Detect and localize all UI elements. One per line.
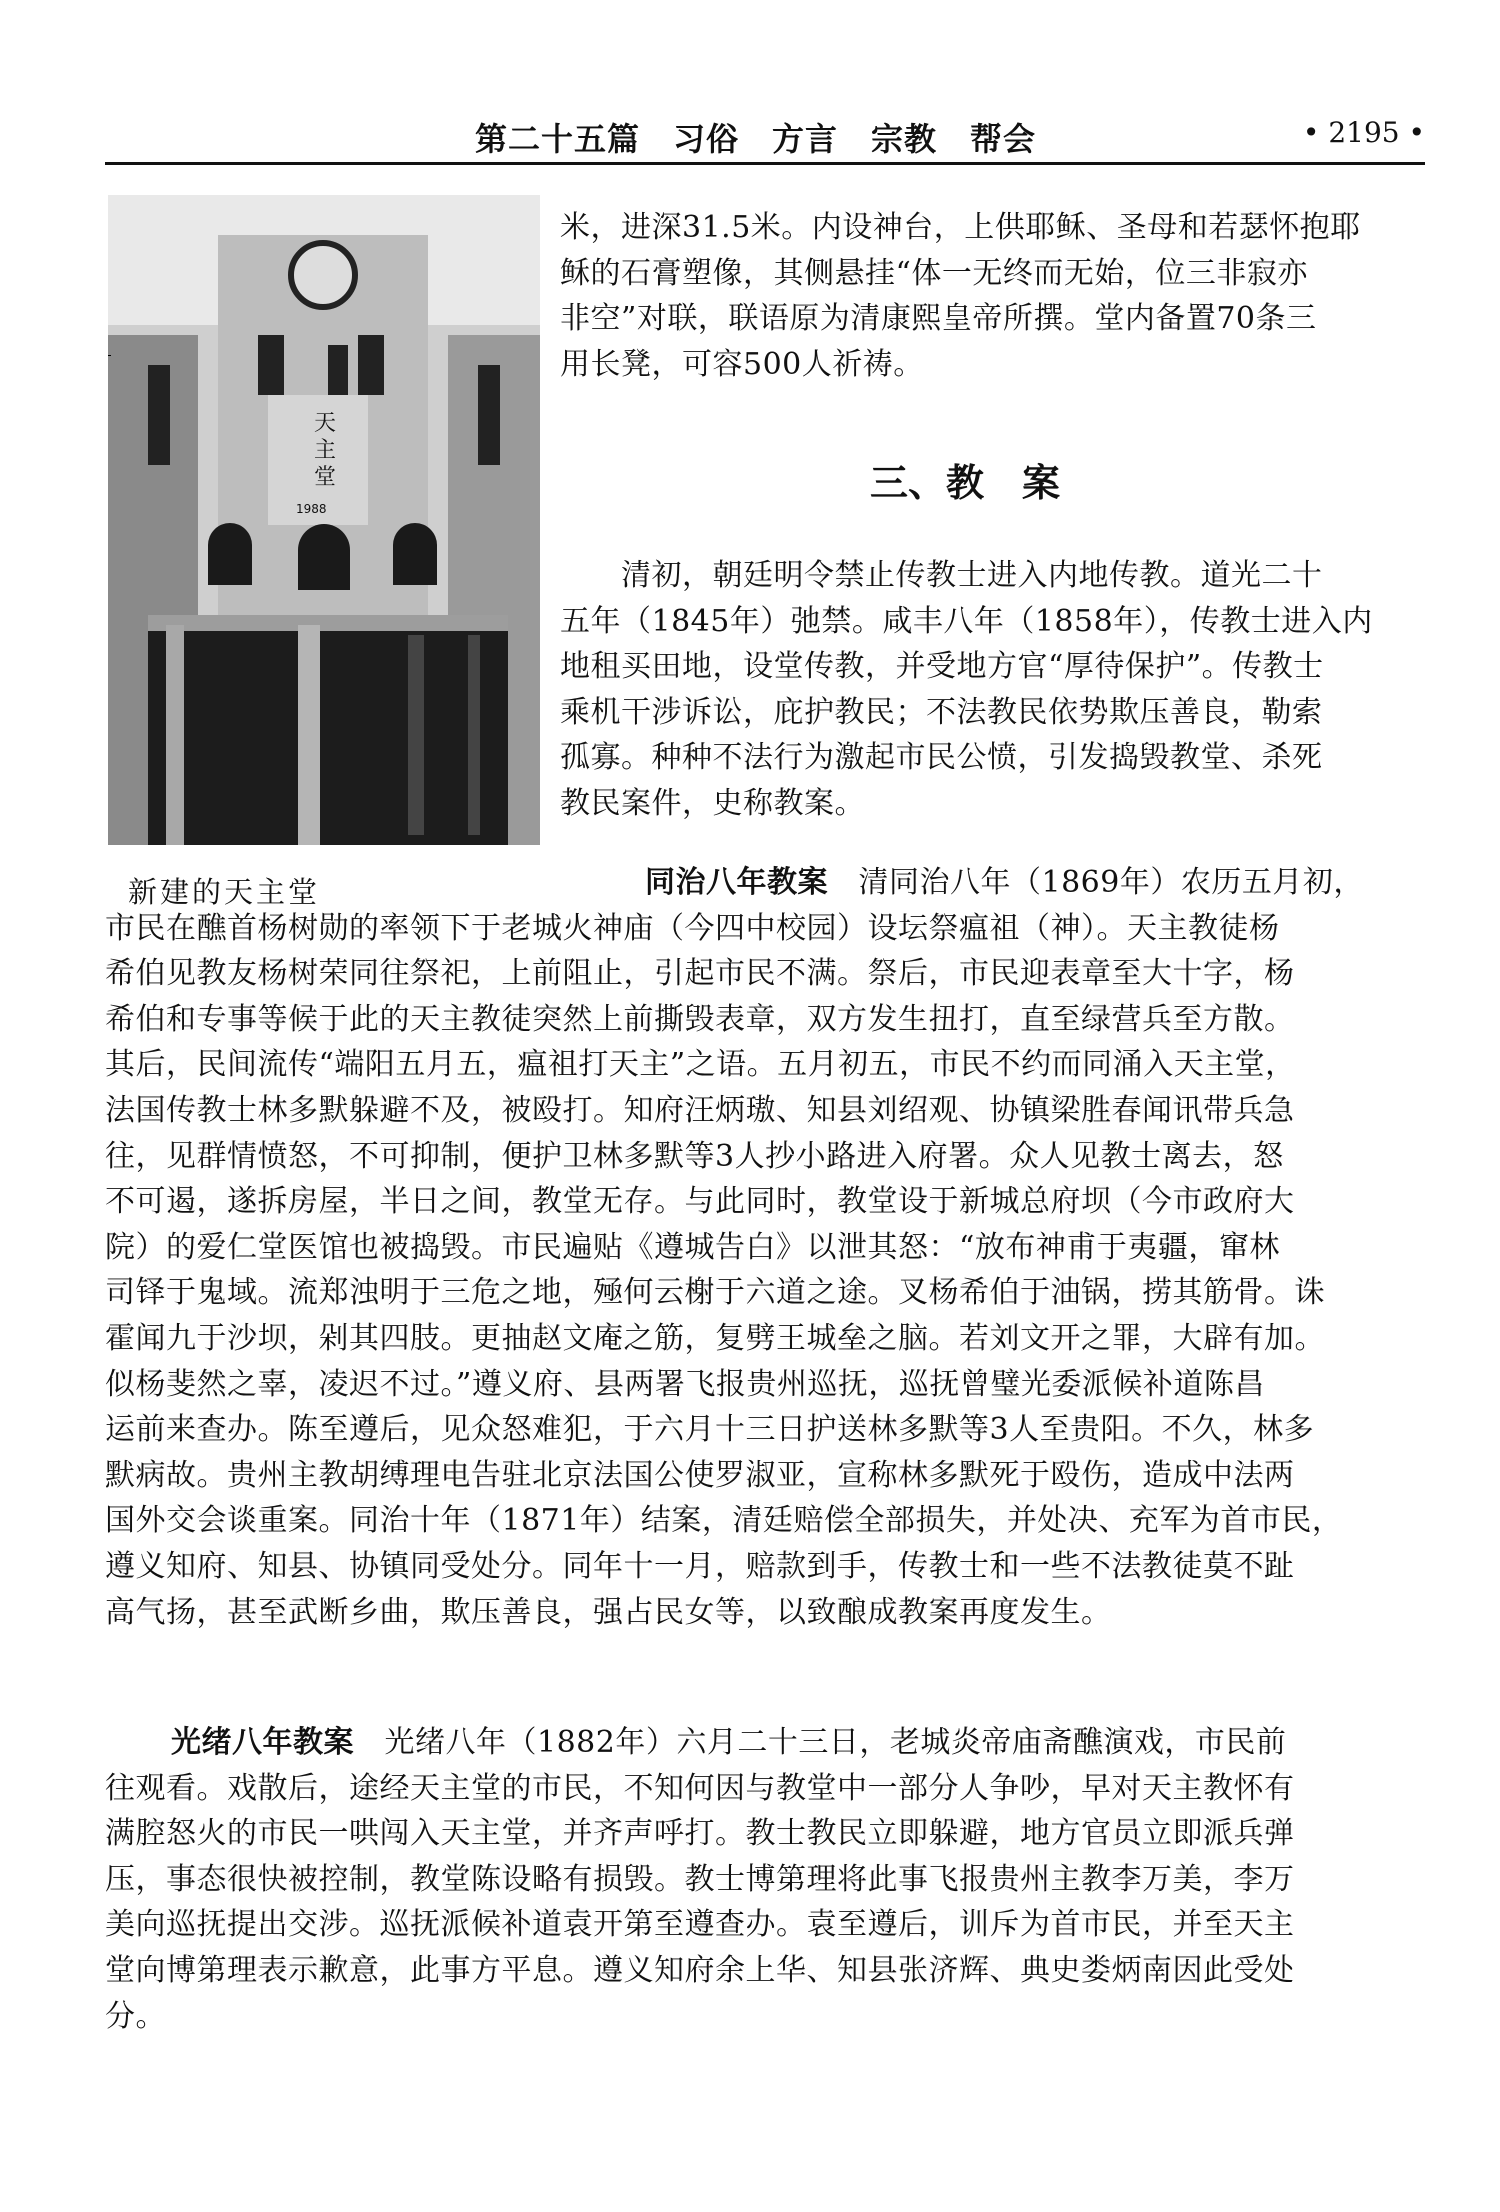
text-line: 司铎于鬼域。流郑浊明于三危之地，殛何云榭于六道之途。叉杨希伯于油锅，捞其筋骨。诛 — [105, 1275, 1325, 1311]
header-rule — [105, 162, 1425, 165]
text-line: 希伯见教友杨树荣同往祭祀，上前阻止，引起市民不满。祭后，市民迎表章至大十字，杨 — [105, 956, 1295, 992]
text-line: 稣的石膏塑像，其侧悬挂“体一无终而无始，位三非寂亦 — [560, 255, 1308, 291]
figure-caption: 新建的天主堂 — [128, 875, 321, 909]
text-line: 不可遏，遂拆房屋，半日之间，教堂无存。与此同时，教堂设于新城总府坝（今市政府大 — [105, 1184, 1295, 1220]
text-line: 孤寡。种种不法行为激起市民公愤，引发捣毁教堂、杀死 — [560, 740, 1323, 776]
case2-paragraph — [105, 1720, 1428, 2039]
text-line: 地租买田地，设堂传教，并受地方官“厚待保护”。传教士 — [560, 649, 1324, 685]
text-line: 市民在醮首杨树勋的率领下于老城火神庙（今四中校园）设坛祭瘟祖（神）。天主教徒杨 — [105, 910, 1280, 946]
page-header — [105, 112, 1425, 162]
text-line: 用长凳，可容500人祈祷。 — [560, 346, 924, 382]
text-line: 乘机干涉诉讼，庇护教民；不法教民依势欺压善良，勒索 — [560, 694, 1323, 730]
section-title: 三、教 案 — [870, 461, 1061, 505]
intro-paragraph — [560, 205, 1428, 387]
text-line: 运前来查办。陈至遵后，见众怒难犯，于六月十三日护送林多默等3人至贵阳。不久，林多 — [105, 1412, 1315, 1448]
case1-heading: 同治八年教案 — [645, 865, 828, 900]
page-number: • 2195 • — [1302, 116, 1425, 149]
text-line: 法国传教士林多默躲避不及，被殴打。知府汪炳璈、知县刘绍观、协镇梁胜春闻讯带兵急 — [105, 1092, 1295, 1128]
text-line: 国外交会谈重案。同治十年（1871年）结案，清廷赔偿全部损失，并处决、充军为首市民， — [105, 1503, 1343, 1539]
sign-char-1: 天 — [314, 411, 337, 436]
svg-text:堂: 堂 — [314, 465, 337, 490]
svg-text:主: 主 — [314, 438, 337, 463]
text-line: 清初，朝廷明令禁止传教士进入内地传教。道光二十 — [560, 558, 1323, 593]
text-line: 五年（1845年）弛禁。咸丰八年（1858年），传教士进入内 — [560, 603, 1373, 639]
sign-year: 1988 — [296, 502, 327, 516]
text-line: 往观看。戏散后，途经天主堂的市民，不知何因与教堂中一部分人争吵，早对天主教怀有 — [105, 1770, 1295, 1806]
text-line: 高气扬，甚至武断乡曲，欺压善良，强占民女等，以致酿成教案再度发生。 — [105, 1594, 1112, 1630]
text-line: 压，事态很快被控制，教堂陈设略有损毁。教士博第理将此事飞报贵州主教李万美，李万 — [105, 1861, 1295, 1897]
text-line: 分。 — [105, 1998, 166, 2034]
text-line: 遵义知府、知县、协镇同受处分。同年十一月，赔款到手，传教士和一些不法教徒莫不趾 — [105, 1548, 1295, 1584]
case2-first-line: 光绪八年（1882年）六月二十三日，老城炎帝庙斋醮演戏，市民前 — [354, 1725, 1287, 1760]
text-line: 往，见群情愤怒，不可抑制，便护卫林多默等3人抄小路进入府署。众人见教士离去，怒 — [105, 1138, 1284, 1174]
text-line: 似杨斐然之辜，凌迟不过。”遵义府、县两署飞报贵州巡抚，巡抚曾璧光委派候补道陈昌 — [105, 1366, 1265, 1402]
church-photo — [108, 195, 540, 845]
text-line: 霍闻九于沙坝，剁其四肢。更抽赵文庵之筋，复劈王城垒之脑。若刘文开之罪，大辟有加。 — [105, 1320, 1325, 1356]
text-line: 希伯和专事等候于此的天主教徒突然上前撕毁表章，双方发生扭打，直至绿营兵至方散。 — [105, 1001, 1295, 1037]
text-line: 其后，民间流传“端阳五月五，瘟祖打天主”之语。五月初五，市民不约而同涌入天主堂， — [105, 1047, 1296, 1083]
church-photo-figure — [108, 195, 540, 845]
text-line: 默病故。贵州主教胡缚理电告驻北京法国公使罗淑亚，宣称林多默死于殴伤，造成中法两 — [105, 1457, 1295, 1493]
case1-first-line: 清同治八年（1869年）农历五月初， — [828, 865, 1364, 900]
text-line: 满腔怒火的市民一哄闯入天主堂，并齐声呼打。教士教民立即躲避，地方官员立即派兵弹 — [105, 1816, 1295, 1852]
text-line: 美向巡抚提出交涉。巡抚派候补道袁开第至遵查办。袁至遵后，训斥为首市民，并至天主 — [105, 1907, 1295, 1943]
text-line: 堂向博第理表示歉意，此事方平息。遵义知府余上华、知县张济辉、典史娄炳南因此受处 — [105, 1952, 1295, 1988]
case1-paragraph — [105, 860, 1428, 1635]
text-line: 院）的爱仁堂医馆也被捣毁。市民遍贴《遵城告白》以泄其怒：“放布神甫于夷疆，窜林 — [105, 1229, 1280, 1265]
text-line: 米，进深31.5米。内设神台，上供耶稣、圣母和若瑟怀抱耶 — [560, 210, 1361, 245]
text-line: 教民案件，史称教案。 — [560, 785, 865, 821]
section-intro-paragraph — [560, 553, 1428, 827]
case2-heading: 光绪八年教案 — [171, 1725, 354, 1760]
chapter-title: 第二十五篇 习俗 方言 宗教 帮会 — [475, 120, 1037, 158]
text-line: 非空”对联，联语原为清康熙皇帝所撰。堂内备置70条三 — [560, 301, 1317, 337]
